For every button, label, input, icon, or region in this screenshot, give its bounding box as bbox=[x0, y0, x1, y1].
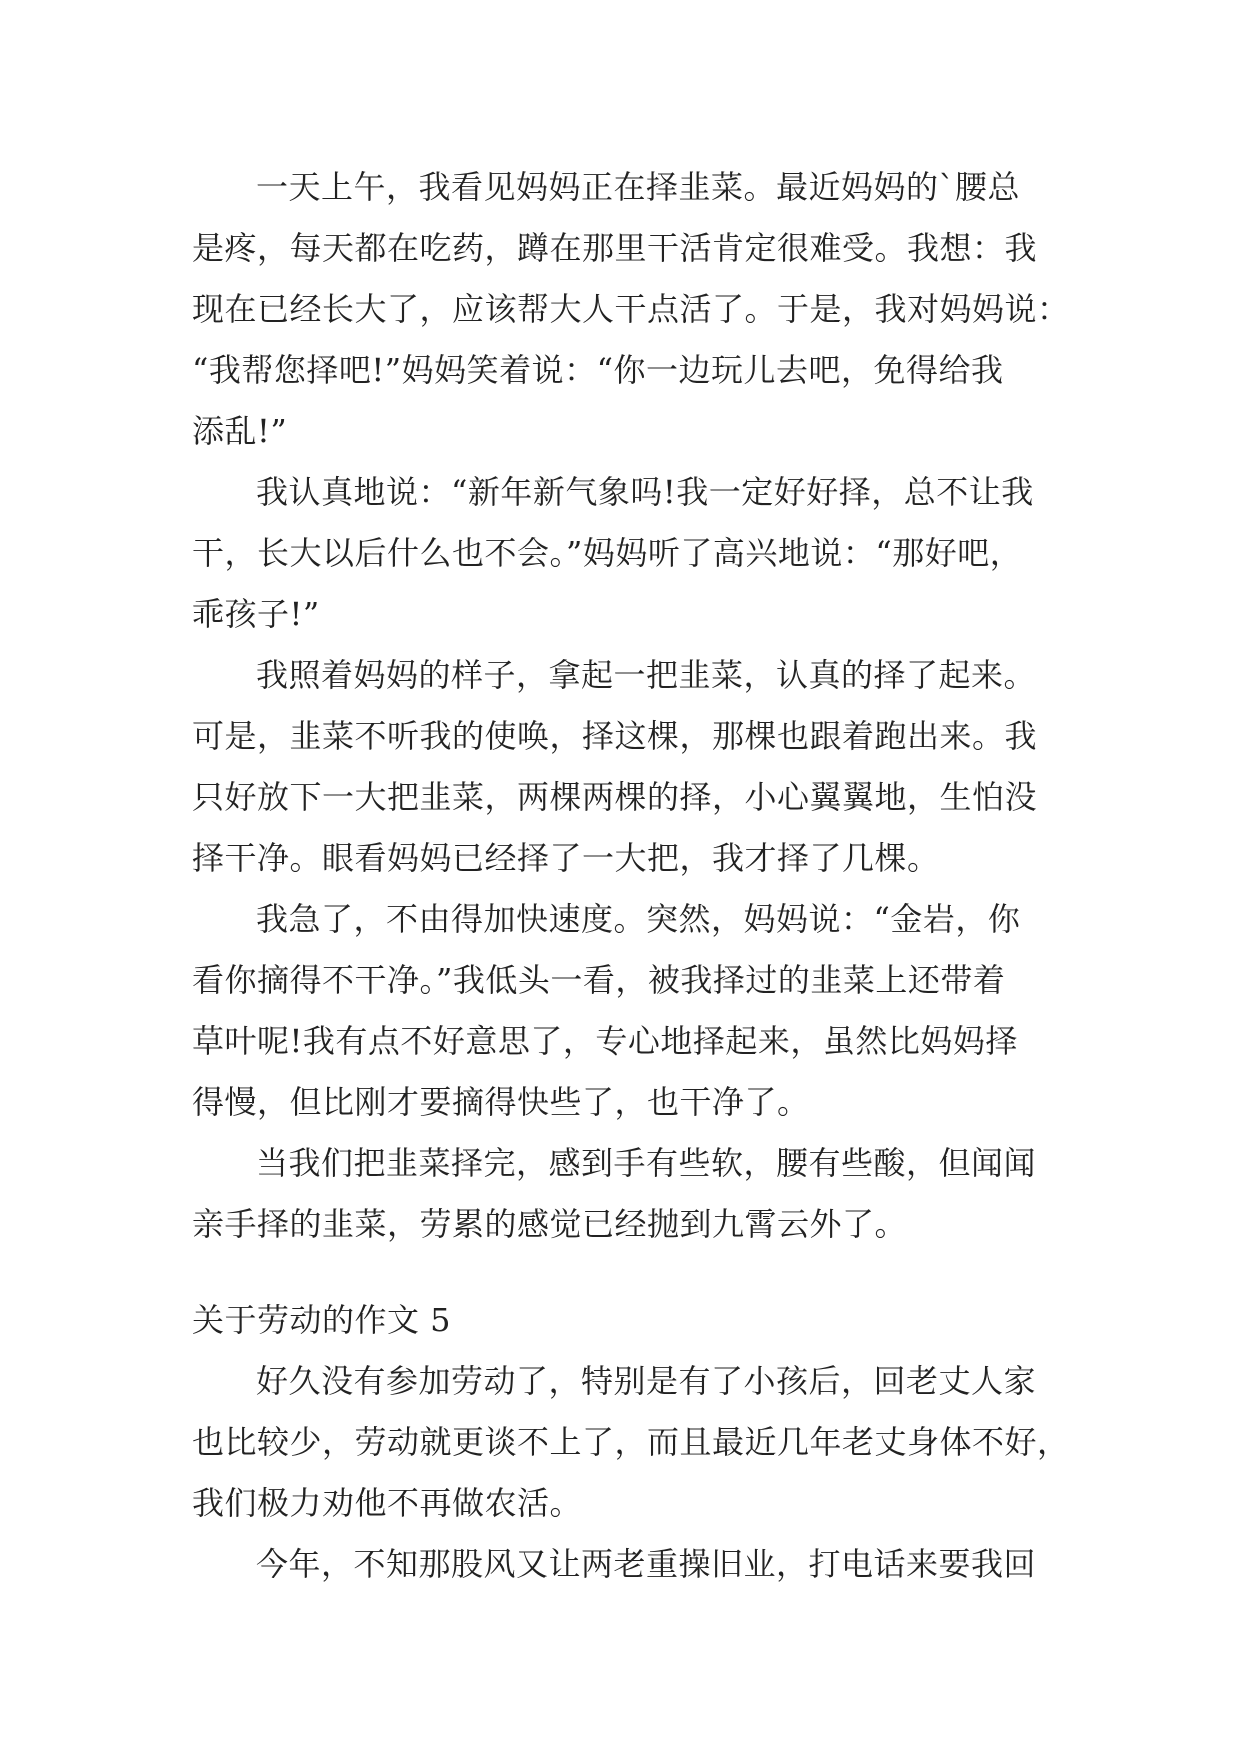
section-paragraph-1-line-2: 也比较少，劳动就更谈不上了，而且最近几年老丈身体不好， bbox=[192, 1423, 1070, 1461]
paragraph-1-line-4: “我帮您择吧!”妈妈笑着说：“你一边玩儿去吧，免得给我 bbox=[192, 351, 1004, 389]
section-paragraph-2-line-1: 今年，不知那股风又让两老重操旧业，打电话来要我回 bbox=[256, 1545, 1037, 1583]
section-title: 关于劳动的作文 5 bbox=[192, 1301, 452, 1339]
paragraph-1-line-5: 添乱!” bbox=[192, 412, 288, 450]
section-paragraph-1-line-1: 好久没有参加劳动了，特别是有了小孩后，回老丈人家 bbox=[256, 1362, 1037, 1400]
paragraph-3-line-4: 择干净。眼看妈妈已经择了一大把，我才择了几棵。 bbox=[192, 839, 940, 877]
section-paragraph-1-line-3: 我们极力劝他不再做农活。 bbox=[192, 1484, 583, 1522]
paragraph-2-line-1: 我认真地说：“新年新气象吗!我一定好好择，总不让我 bbox=[256, 473, 1034, 511]
paragraph-4-line-2: 看你摘得不干净。”我低头一看，被我择过的韭菜上还带着 bbox=[192, 961, 1006, 999]
paragraph-4-line-3: 草叶呢!我有点不好意思了，专心地择起来，虽然比妈妈择 bbox=[192, 1022, 1018, 1060]
paragraph-3-line-3: 只好放下一大把韭菜，两棵两棵的择，小心翼翼地，生怕没 bbox=[192, 778, 1038, 816]
paragraph-4-line-1: 我急了，不由得加快速度。突然，妈妈说：“金岩，你 bbox=[256, 900, 1021, 938]
paragraph-5-line-2: 亲手择的韭菜，劳累的感觉已经抛到九霄云外了。 bbox=[192, 1205, 908, 1243]
paragraph-3-line-1: 我照着妈妈的样子，拿起一把韭菜，认真的择了起来。 bbox=[256, 656, 1037, 694]
paragraph-1-line-3: 现在已经长大了，应该帮大人干点活了。于是，我对妈妈说： bbox=[192, 290, 1070, 328]
paragraph-2-line-3: 乖孩子!” bbox=[192, 595, 320, 633]
paragraph-1-line-1: 一天上午，我看见妈妈正在择韭菜。最近妈妈的`腰总 bbox=[256, 168, 1021, 206]
paragraph-4-line-4: 得慢，但比刚才要摘得快些了，也干净了。 bbox=[192, 1083, 810, 1121]
paragraph-5-line-1: 当我们把韭菜择完，感到手有些软，腰有些酸，但闻闻 bbox=[256, 1144, 1037, 1182]
paragraph-1-line-2: 是疼，每天都在吃药，蹲在那里干活肯定很难受。我想：我 bbox=[192, 229, 1038, 267]
paragraph-3-line-2: 可是，韭菜不听我的使唤，择这棵，那棵也跟着跑出来。我 bbox=[192, 717, 1038, 755]
paragraph-2-line-2: 干，长大以后什么也不会。”妈妈听了高兴地说：“那好吧， bbox=[192, 534, 1023, 572]
